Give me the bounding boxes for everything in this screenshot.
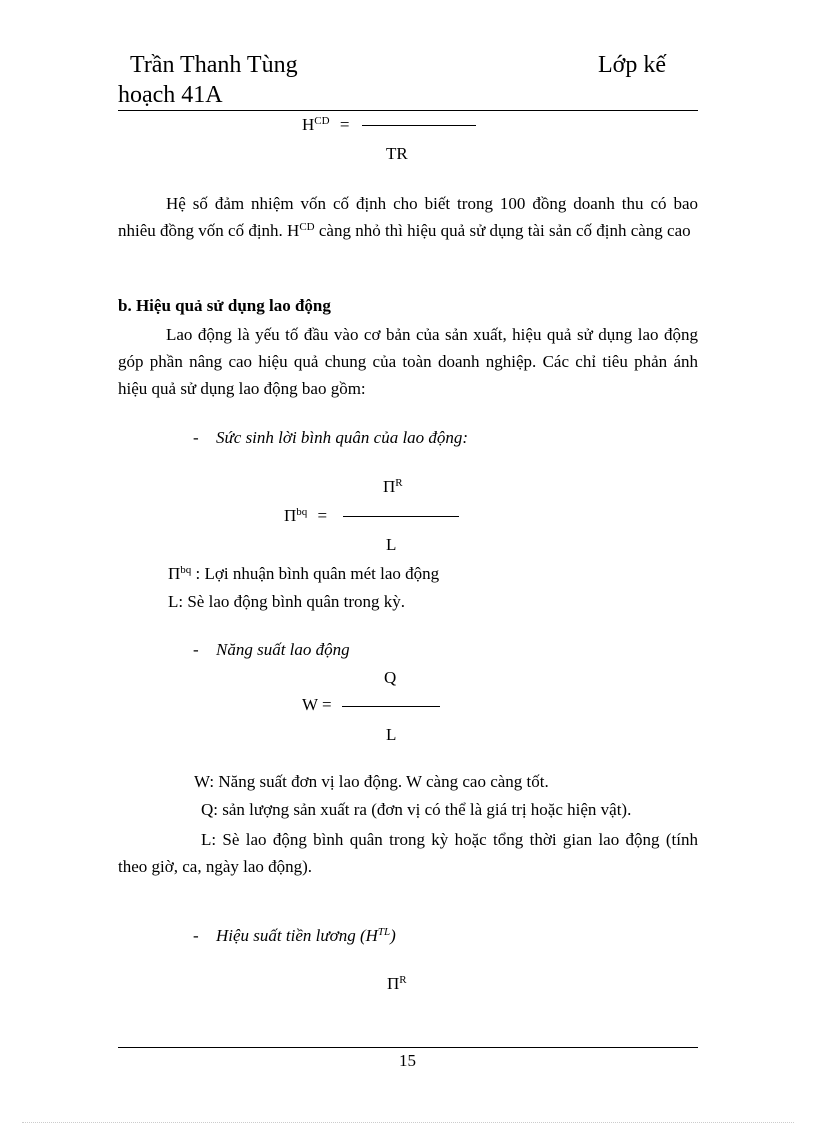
formula2-lhs: W = [302,695,332,714]
paragraph-hcd-sup: CD [299,221,315,233]
section-b-intro: Lao động là yếu tố đầu vào cơ bản của sản xuất, hiệu quả sử dụng lao động góp phần nâng cao hiệu quả chung của toàn doanh nghiệp. Các chỉ tiêu phản ánh hiệu quả sử dụng lao động bao gồm: [118,325,698,398]
formula-hcd-symbol: H [302,115,315,134]
formula2-numerator: Q [384,668,397,687]
item2-def-l: L: Sè lao động bình quân trong kỳ hoặc tổng thời gian lao động (tính theo giờ, ca, ngày lao động). [118,830,698,876]
item3-title-sup: TL [377,926,391,938]
formula-hcd-fraction-line [362,125,476,126]
formula2-fraction-line [342,706,440,707]
formula3-numerator-sup: R [399,974,407,986]
header-rule [118,110,698,111]
item1-def-profit [168,564,439,584]
item1-title: Sức sinh lời bình quân của lao động: [216,428,469,447]
item1-def-profit-text: : Lợi nhuận bình quân mét lao động [191,564,440,583]
item1-def-labor: L: Sè lao động bình quân trong kỳ. [168,592,406,611]
formula-hcd-sup: CD [314,115,330,127]
formula1-numerator-sup: R [395,477,403,489]
item2-title: Năng suất lao động [216,640,350,659]
header-author: Trần Thanh Tùng [130,52,298,78]
item1-bullet: - [193,428,199,447]
item1-def-profit-sup: bq [180,564,192,576]
item2-def-w: W: Năng suất đơn vị lao động. W càng cao càng tốt. [194,772,549,791]
formula-hcd-equals: = [339,115,350,134]
paragraph-hcd [118,190,698,247]
paragraph-hcd-text-end: càng nhỏ thì hiệu quả sử dụng tài sản cố định càng cao [314,221,691,240]
header-class-part1: Lớp kế [598,52,667,78]
formula1-lhs-sup: bq [296,506,308,518]
formula1-numerator-symbol: Π [383,477,396,496]
formula3-numerator-symbol: Π [387,974,400,993]
paragraph-hcd-text: Hệ số đảm nhiệm vốn cố định cho biết trong 100 đồng doanh thu có bao nhiêu đồng vốn cố định. H [118,194,698,240]
formula-hcd-denominator: TR [386,144,408,163]
page-number: 15 [399,1051,416,1070]
footer-rule [118,1047,698,1048]
item2-bullet: - [193,640,199,659]
item3-bullet: - [193,926,199,945]
section-b-heading: b. Hiệu quả sử dụng lao động [118,296,331,315]
formula-hcd-lhs [302,115,349,135]
formula1-denominator: L [386,535,397,554]
formula3-numerator [387,974,407,994]
formula1-equals: = [317,506,328,525]
formula1-fraction-line [343,516,459,517]
item3-title [216,926,396,946]
header-class-part2: hoạch 41A [118,82,223,108]
formula2-denominator: L [386,725,397,744]
item1-def-profit-symbol: Π [168,564,181,583]
item3-title-end: ) [390,926,396,945]
item2-def-q: Q: sản lượng sản xuất ra (đơn vị có thể là giá trị hoặc hiện vật). [201,800,632,819]
formula1-lhs-symbol: Π [284,506,297,525]
item3-title-text: Hiệu suất tiền lương (H [216,926,378,945]
formula1-numerator [383,477,403,497]
formula1-lhs [284,506,327,526]
